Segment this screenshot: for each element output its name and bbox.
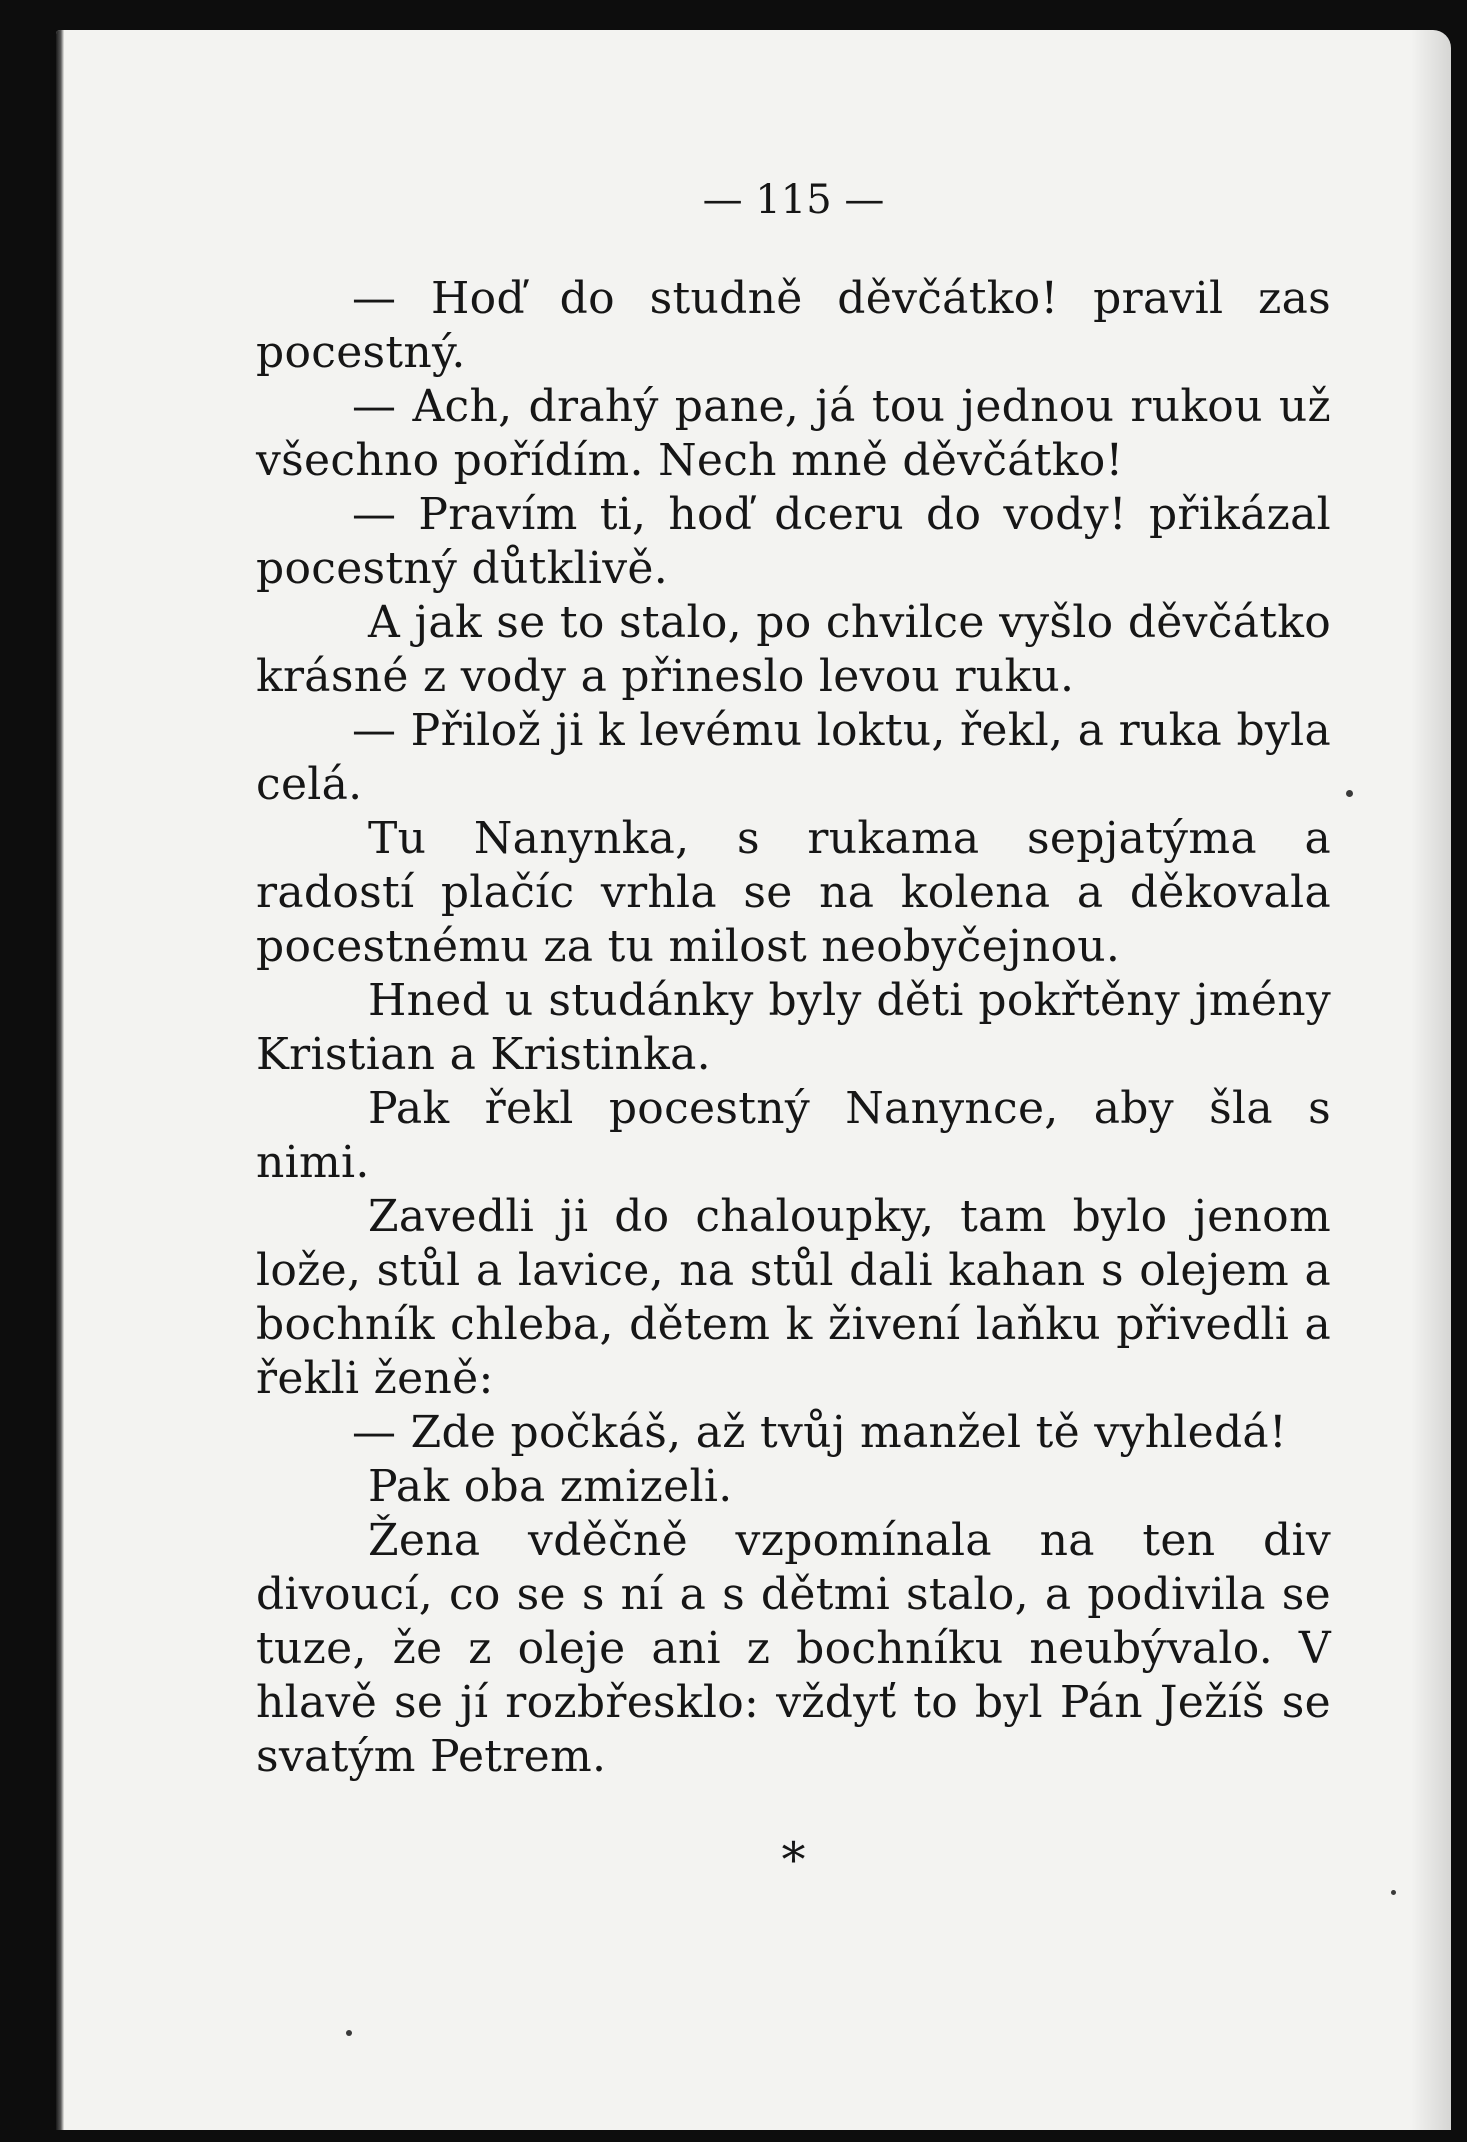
dust-speck — [1346, 790, 1353, 797]
binding-gutter — [56, 30, 64, 2130]
paragraph: Žena vděčně vzpomínala na ten div divoucí, co se s ní a s dětmi stalo, a podivila se tuze, že z oleje ani z bochníku neubývalo. V hlavě se jí rozbřesklo: vždyť to byl Pán Ježíš se svatým Petrem. — [256, 1515, 1331, 1782]
page-edge-shadow — [1411, 30, 1451, 2130]
text-block — [256, 177, 1331, 1888]
paragraph: — Pravím ti, hoď dceru do vody! přikázal pocestný důtklivě. — [256, 489, 1331, 594]
paragraph: — Přilož ji k levému loktu, řekl, a ruka byla celá. — [256, 705, 1331, 810]
paragraph: Pak řekl pocestný Nanynce, aby šla s nimi. — [256, 1083, 1331, 1188]
book-page — [56, 30, 1451, 2130]
section-separator: * — [781, 1832, 806, 1888]
paragraph: — Zde počkáš, až tvůj manžel tě vyhledá! — [352, 1407, 1287, 1458]
paragraph: Pak oba zmizeli. — [368, 1461, 733, 1512]
paragraph: A jak se to stalo, po chvilce vyšlo děvčátko krásné z vody a přineslo levou ruku. — [256, 597, 1331, 702]
paragraph: — Ach, drahý pane, já tou jednou rukou už všechno pořídím. Nech mně děvčátko! — [256, 381, 1331, 486]
paragraph: Tu Nanynka, s rukama sepjatýma a radostí plačíc vrhla se na kolena a děkovala pocestnému za tu milost neobyčejnou. — [256, 813, 1331, 972]
dust-speck — [346, 2030, 352, 2036]
paragraph: Hned u studánky byly děti pokřtěny jmény Kristian a Kristinka. — [256, 975, 1331, 1080]
paragraph: — Hoď do studně děvčátko! pravil zas pocestný. — [256, 273, 1331, 378]
dust-speck — [1391, 1890, 1396, 1895]
page-number: — 115 — — [702, 177, 885, 223]
paragraph: Zavedli ji do chaloupky, tam bylo jenom lože, stůl a lavice, na stůl dali kahan s olejem a bochník chleba, dětem k živení laňku přivedli a řekli ženě: — [256, 1191, 1331, 1404]
